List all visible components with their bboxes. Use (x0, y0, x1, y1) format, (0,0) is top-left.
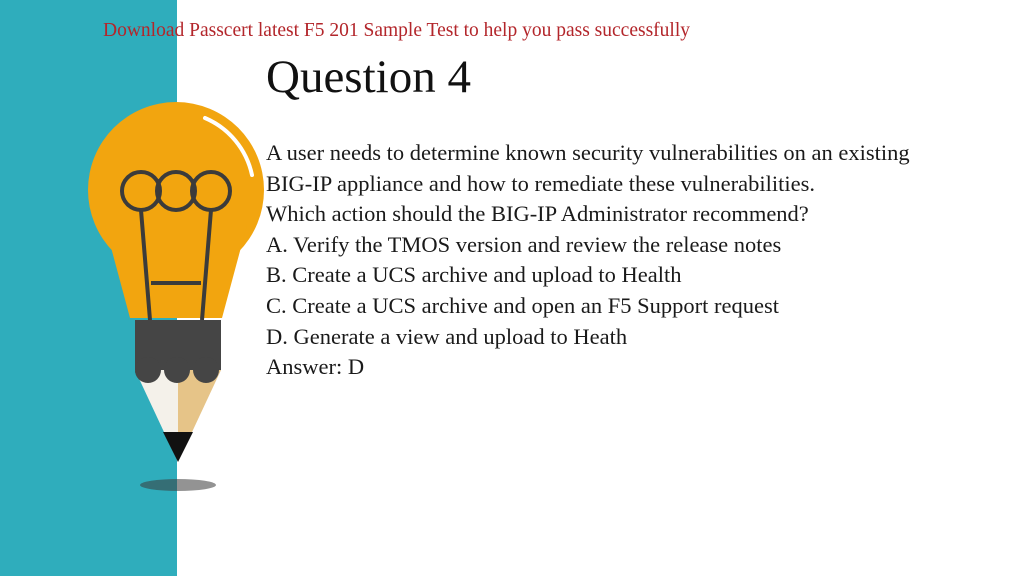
page-title: Question 4 (266, 51, 471, 103)
question-line: Which action should the BIG-IP Administrator recommend? (266, 201, 809, 227)
option-c: C. Create a UCS archive and open an F5 Support request (266, 292, 780, 318)
option-d: D. Generate a view and upload to Heath (266, 323, 628, 349)
download-banner: Download Passcert latest F5 201 Sample Test to help you pass successfully (103, 20, 690, 41)
question-line: BIG-IP appliance and how to remediate these vulnerabilities. (266, 170, 815, 196)
answer-text: Answer: D (266, 354, 365, 380)
lightbulb-pencil-icon (80, 100, 280, 500)
option-a: A. Verify the TMOS version and review the release notes (266, 231, 782, 257)
question-line: A user needs to determine known security vulnerabilities on an existing (266, 140, 910, 165)
option-b: B. Create a UCS archive and upload to Health (266, 262, 682, 288)
question-body (266, 138, 910, 383)
